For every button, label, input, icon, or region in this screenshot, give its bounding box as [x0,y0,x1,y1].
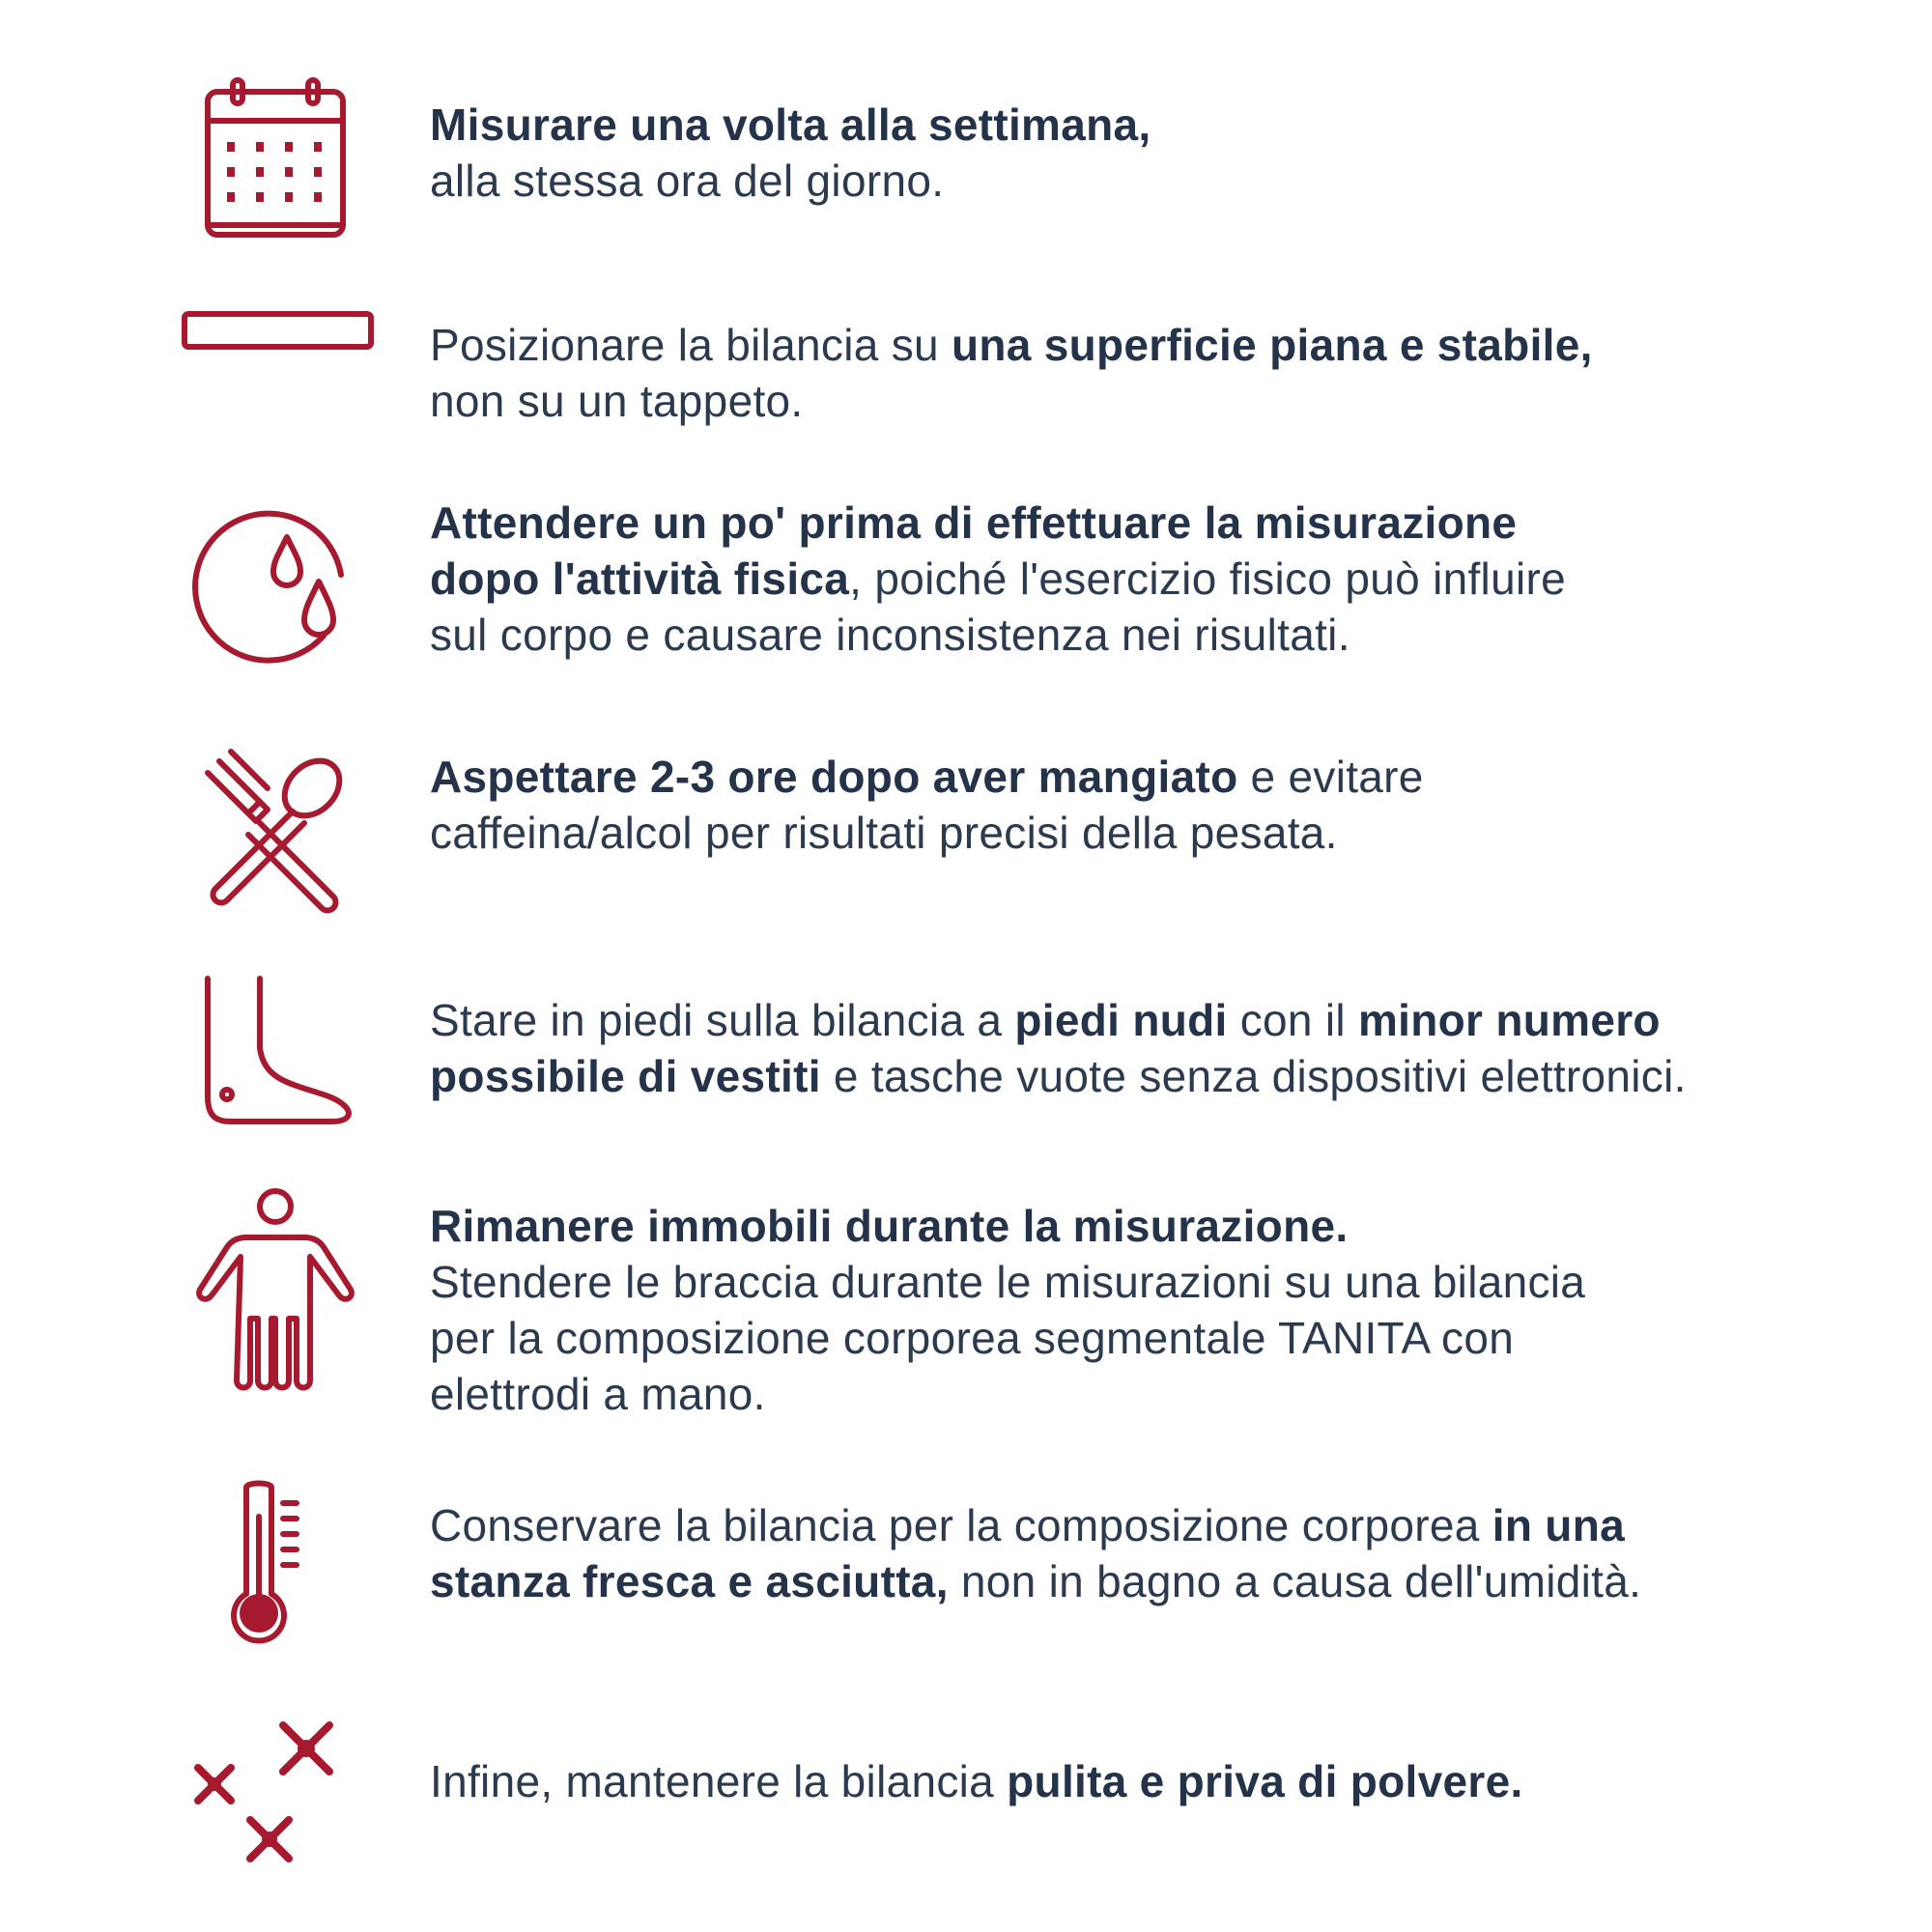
tip-plain-text: sul corpo e causare inconsistenza nei risultati. [430,610,1350,660]
tip-line [430,1310,1898,1366]
tip-text [430,1198,1898,1422]
tip-line [430,1497,1898,1553]
tip-line [430,992,1898,1048]
tip-bold-text: una superficie piana e stabile, [951,320,1593,370]
tip-plain-text: Posizionare la bilancia su [430,320,952,370]
tip-line [430,1366,1898,1422]
tip-plain-text: con il [1227,995,1358,1045]
tip-line [430,1753,1898,1809]
tip-bold-text: dopo l'attività fisica [430,554,850,604]
tip-plain-text: per la composizione corporea segmentale TANITA con [430,1313,1515,1363]
tip-bold-text: Rimanere immobili durante la misurazione. [430,1201,1349,1251]
tip-text [430,97,1898,209]
tip-plain-text: caffeina/alcol per risultati precisi della pesata. [430,808,1338,858]
tip-bold-text: stanza fresca e asciutta, [430,1556,949,1606]
tip-plain-text: Infine, mantenere la bilancia [430,1756,1008,1806]
tip-text [430,1497,1898,1609]
tip-text [430,317,1898,429]
tip-line [430,153,1898,209]
tip-line [430,1254,1898,1310]
tip-plain-text: e tasche vuote senza dispositivi elettronici. [820,1051,1687,1101]
tip-plain-text: e evitare [1237,752,1424,802]
tip-bold-text: piedi nudi [1014,995,1228,1045]
thermometer-icon [188,1478,362,1652]
tip-line [430,1553,1898,1609]
tip-line [430,805,1898,861]
tip-bold-text: possibile di vestiti [430,1051,821,1101]
tip-plain-text: Stendere le braccia durante le misurazioni su una bilancia [430,1257,1586,1307]
tip-plain-text: alla stessa ora del giorno. [430,156,945,206]
tip-plain-text: Conservare la bilancia per la composizione corporea [430,1500,1492,1550]
tip-line [430,749,1898,805]
flat-surface-icon [179,285,377,372]
tip-plain-text: , poiché l'esercizio fisico può influire [849,554,1566,604]
tip-plain-text: Stare in piedi sulla bilancia a [430,995,1015,1045]
bare-foot-icon [188,971,362,1145]
tip-text [430,749,1898,861]
tip-line [430,373,1898,429]
fork-spoon-icon [188,744,362,918]
tip-line [430,1198,1898,1254]
tip-line [430,1048,1898,1104]
tip-text [430,1753,1898,1809]
tip-line [430,97,1898,153]
tip-text [430,495,1898,663]
tip-bold-text: pulita e priva di polvere. [1007,1756,1523,1806]
person-icon [188,1183,362,1396]
tip-text [430,992,1898,1104]
tip-bold-text: Attendere un po' prima di effettuare la misurazione [430,497,1518,548]
tip-plain-text: non su un tappeto. [430,376,804,426]
tip-line [430,495,1898,551]
sweat-drops-icon [188,502,362,676]
tip-bold-text: Aspettare 2-3 ore dopo aver mangiato [430,752,1238,802]
tip-bold-text: Misurare una volta alla settimana, [430,99,1151,150]
tip-line [430,551,1898,607]
tip-line [430,607,1898,663]
tip-plain-text: non in bagno a causa dell'umidità. [948,1556,1642,1606]
tip-line [430,317,1898,373]
tip-plain-text: elettrodi a mano. [430,1369,766,1419]
calendar-icon [188,72,362,246]
sparkle-clean-icon [188,1719,362,1884]
tip-bold-text: in una [1492,1500,1625,1550]
tip-bold-text: minor numero [1357,995,1661,1045]
